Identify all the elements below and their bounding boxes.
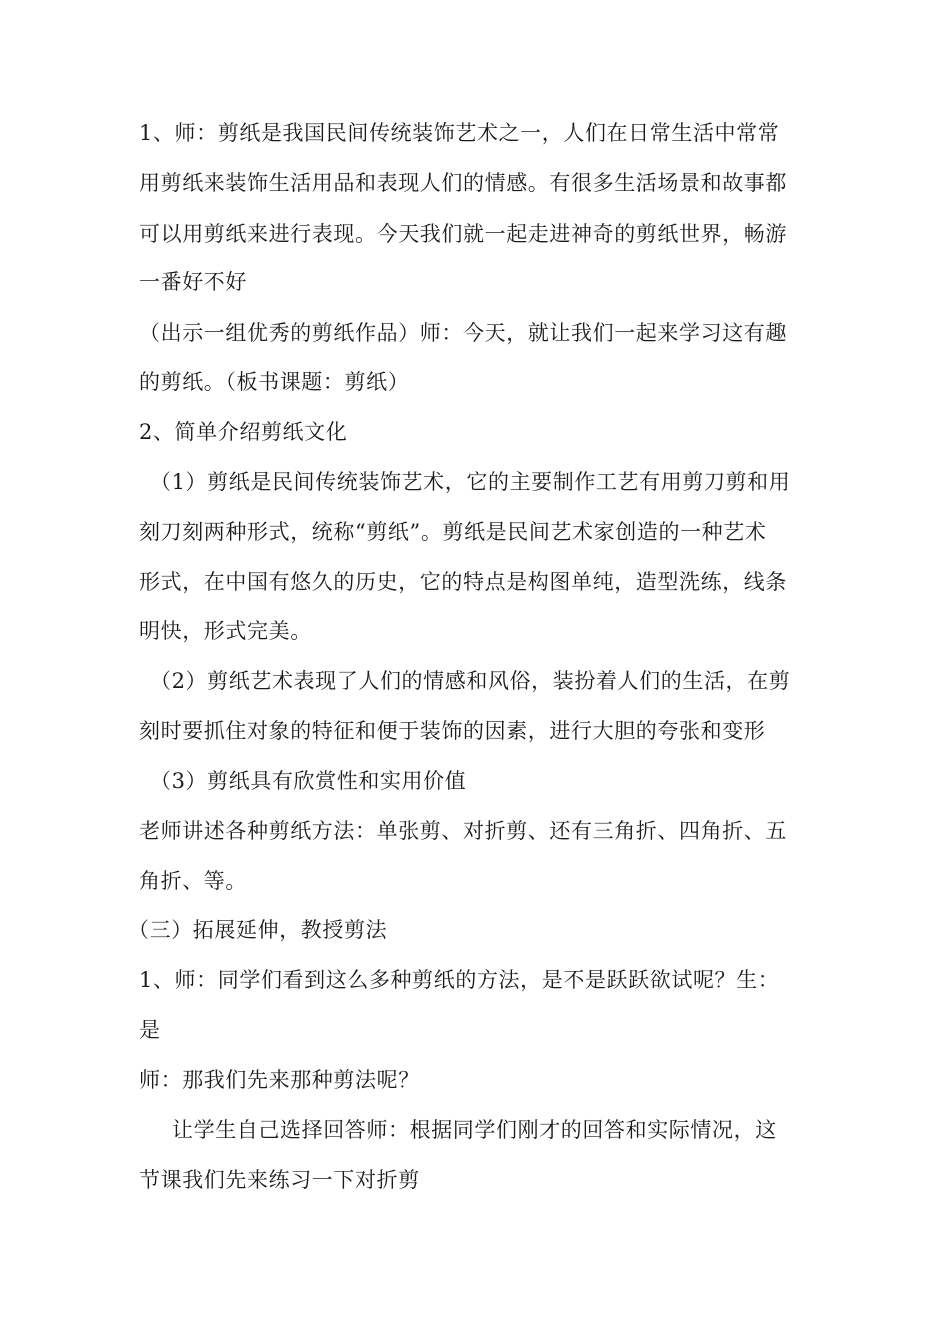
- paragraph-line: 刻时要抓住对象的特征和便于装饰的因素，进行大胆的夸张和变形: [139, 719, 766, 743]
- paragraph-line: 形式，在中国有悠久的历史，它的特点是构图单纯，造型洗练，线条: [139, 570, 787, 594]
- paragraph-line: 是: [139, 1018, 161, 1042]
- paragraph-line: （1）剪纸是民间传统装饰艺术，它的主要制作工艺有用剪刀剪和用: [150, 470, 791, 494]
- paragraph-line: 明快，形式完美。: [139, 619, 312, 643]
- paragraph-line: 可以用剪纸来进行表现。今天我们就一起走进神奇的剪纸世界，畅游: [139, 222, 787, 246]
- paragraph-line: 师：那我们先来那种剪法呢？: [139, 1068, 420, 1092]
- section-heading: 2、简单介绍剪纸文化: [139, 420, 348, 444]
- section-heading: （三）拓展延伸，教授剪法: [128, 918, 388, 942]
- paragraph-line: 1、师：同学们看到这么多种剪纸的方法，是不是跃跃欲试呢？生：: [139, 968, 780, 992]
- paragraph-line: 用剪纸来装饰生活用品和表现人们的情感。有很多生活场景和故事都: [139, 171, 787, 195]
- paragraph-line: 节课我们先来练习一下对折剪: [139, 1168, 420, 1192]
- paragraph-line: （2）剪纸艺术表现了人们的情感和风俗，装扮着人们的生活，在剪: [150, 669, 791, 693]
- paragraph-line: 一番好不好: [139, 270, 247, 294]
- paragraph-line: 老师讲述各种剪纸方法：单张剪、对折剪、还有三角折、四角折、五: [139, 819, 787, 843]
- paragraph-line: 的剪纸。（板书课题：剪纸）: [139, 370, 410, 394]
- paragraph-line: 让学生自己选择回答师：根据同学们刚才的回答和实际情况，这: [172, 1118, 777, 1142]
- paragraph-line: 刻刀刻两种形式，统称“剪纸”。剪纸是民间艺术家创造的一种艺术: [139, 520, 767, 544]
- paragraph-line: 1、师：剪纸是我国民间传统装饰艺术之一，人们在日常生活中常常: [139, 121, 780, 145]
- paragraph-line: （出示一组优秀的剪纸作品）师：今天，就让我们一起来学习这有趣: [139, 321, 787, 345]
- paragraph-line: 角折、等。: [139, 869, 247, 893]
- paragraph-line: （3）剪纸具有欣赏性和实用价值: [150, 769, 467, 793]
